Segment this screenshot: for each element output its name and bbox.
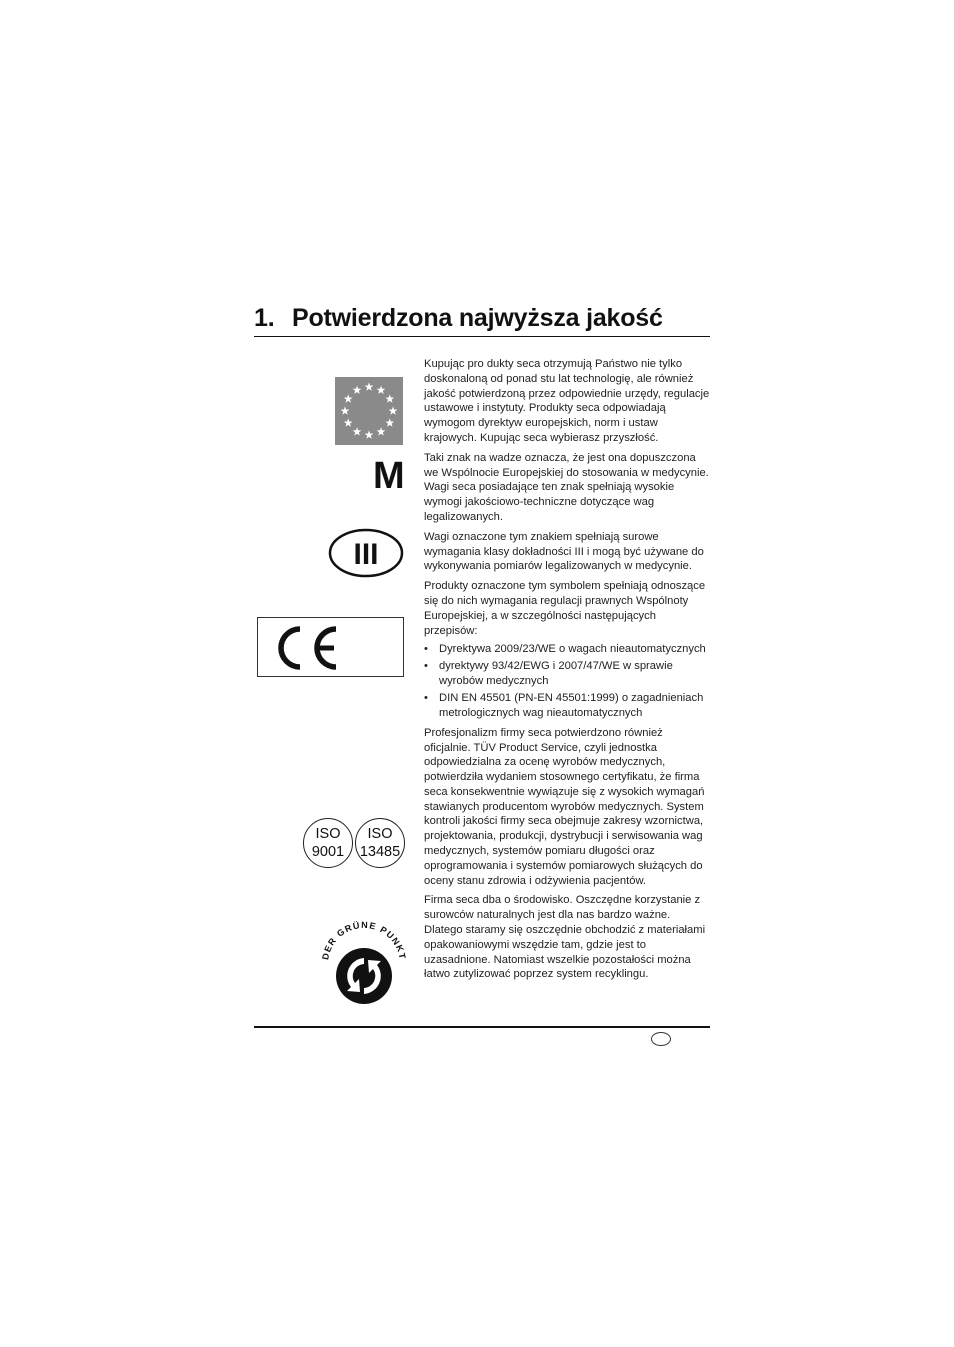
footer-rule — [254, 1026, 710, 1028]
language-badge — [651, 1032, 671, 1046]
list-item: • Dyrektywa 2009/23/WE o wagach nieautomatycznych — [424, 642, 711, 657]
title-rule — [254, 336, 710, 337]
list-item: • DIN EN 45501 (PN-EN 45501:1999) o zagadnieniach metrologicznych wag nieautomatycznych — [424, 691, 711, 721]
paragraph-environment: Firma seca dba o środowisko. Oszczędne korzystanie z surowców naturalnych jest dla nas bardzo ważne. Dlatego staramy się oszczędnie obchodzić z materiałami opakowaniowymi wszędzie tam, gdzie jest to uzasadnione. Natomiast wszelkie pozostałości można łatwo zutylizować poprzez system recyklingu. — [424, 894, 706, 981]
section-number: 1. — [254, 304, 275, 332]
accuracy-class-label: III — [353, 538, 379, 571]
page-title — [254, 304, 663, 333]
section-title: Potwierdzona najwyższa jakość — [292, 304, 663, 332]
ce-mark-icon — [258, 618, 403, 676]
list-item: • dyrektywy 93/42/EWG i 2007/47/WE w sprawie wyrobów medycznych — [424, 659, 711, 689]
iso-13485-top: ISO — [367, 826, 393, 842]
green-dot-label: DER GRÜNE PUNKT — [320, 920, 408, 961]
iso-13485-bottom: 13485 — [359, 844, 401, 860]
paragraph-accuracy-class: Wagi oznaczone tym znakiem spełniają surowe wymagania klasy dokładności III i mogą być używane do wykonywania pomiarów legalizowanych w medycynie. — [424, 530, 704, 573]
regulations-list — [424, 642, 711, 720]
paragraph-iso: Profesjonalizm firmy seca potwierdzono również oficjalnie. TÜV Product Service, czyli jednostka odpowiedzialna za ocenę wyrobów medycznych, potwierdziła wydaniem stosownego certyfikatu, że firma seca konsekwentnie wywiązuje się z wysokich wymagań stawianych producentom wyrobów medycznych. System kontroli jakości firmy seca obejmuje zakresy wzornictwa, projektowania, produkcji, dystrybucji i serwisowania wag medycznych, systemów pomiaru długości oraz oprogramowania i systemów pomiarowych służących do oceny stanu zdrowia i odżywienia pacjentów. — [424, 726, 705, 887]
eu-flag-icon — [335, 377, 403, 445]
body-text-column — [424, 357, 711, 982]
paragraph-intro: Kupując pro dukty seca otrzymują Państwo nie tylko doskonaloną od ponad stu lat technologię, ale również jakość potwierdzoną przez odpowiednie urzędy, regulacje ustawowe i instytuty. Produkty seca odpowiadają wymogom dyrektyw europejskich, norm i ustaw krajowych. Kupując seca wybierasz przyszłość. — [424, 358, 710, 444]
paragraph-ce: Produkty oznaczone tym symbolem spełniają odnoszące się do nich wymagania regulacji prawnych Wspólnoty Europejskiej, a w szczególności następujących przepisów: — [424, 580, 706, 637]
iso-9001-icon — [303, 818, 353, 868]
iso-9001-bottom: 9001 — [311, 844, 345, 860]
paragraph-metrology: Taki znak na wadze oznacza, że jest ona dopuszczona we Wspólnocie Europejskiej do stosowania w medycynie. Wagi seca posiadające ten znak spełniają wysokie wymogi jakościowo-techniczne dotyczące wag legalizowanych. — [424, 451, 709, 523]
accuracy-class-icon — [328, 528, 404, 578]
metrology-m-icon: M — [373, 455, 405, 497]
iso-13485-icon — [355, 818, 405, 868]
iso-9001-top: ISO — [315, 826, 341, 842]
ce-mark-box — [257, 617, 404, 677]
green-dot-recycling-icon — [318, 920, 410, 1012]
